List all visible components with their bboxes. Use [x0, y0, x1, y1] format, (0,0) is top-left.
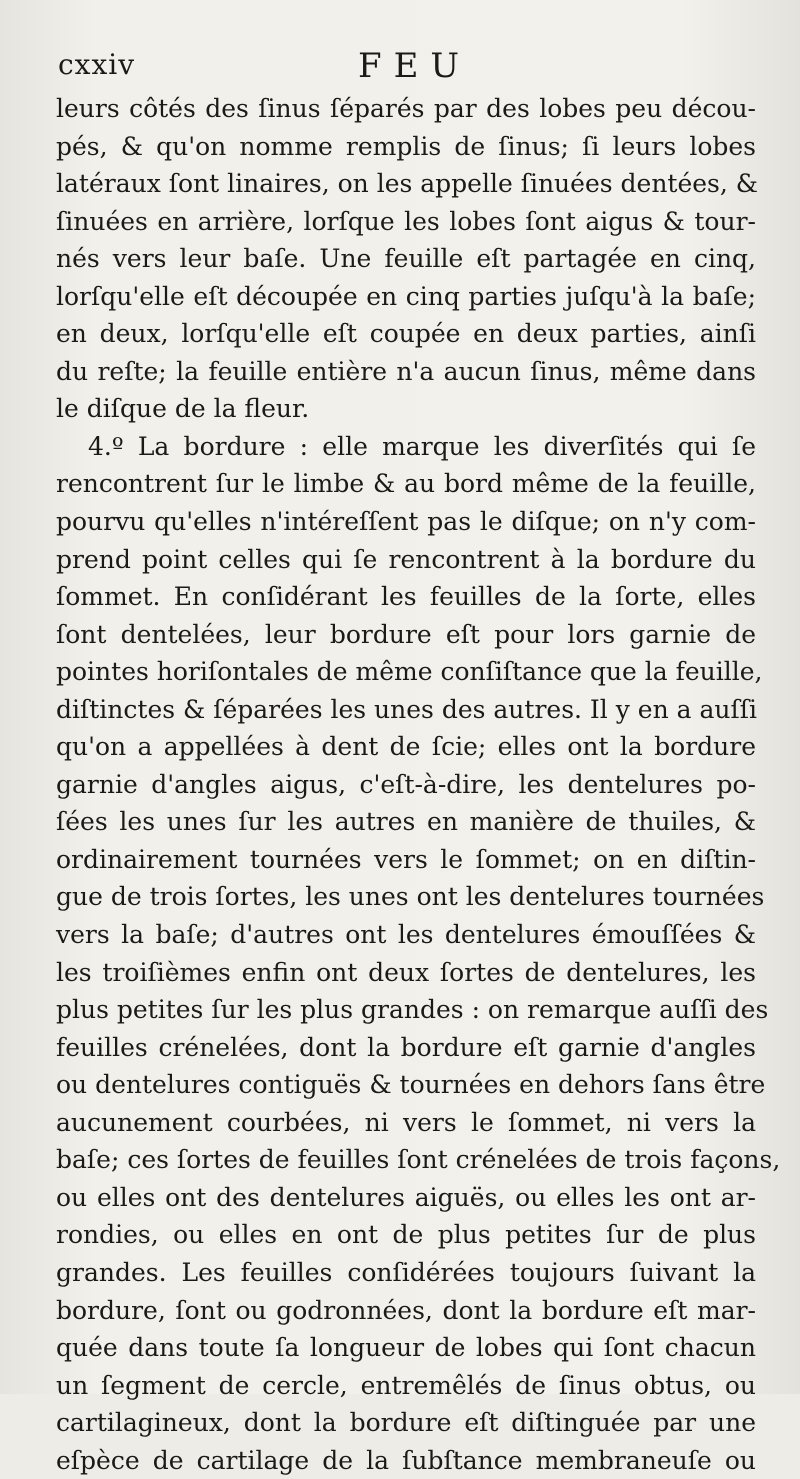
text-line: le diſque de la fleur. — [56, 394, 310, 424]
text-line: ou elles ont des dentelures aiguës, ou elles les ont ar- — [56, 1182, 756, 1212]
text-line: rencontrent ſur le limbe & au bord même de la feuille, — [56, 469, 756, 499]
text-line: eſpèce de cartilage de la ſubſtance membraneuſe ou — [56, 1445, 756, 1475]
text-line: nés vers leur baſe. Une feuille eſt partagée en cinq, — [56, 244, 756, 274]
text-line: lorſqu'elle eſt découpée en cinq parties juſqu'à la baſe; — [56, 281, 756, 311]
text-line: pointes horiſontales de même conſiſtance que la feuille, — [56, 657, 763, 687]
page-header — [58, 46, 760, 92]
text-line: latéraux ſont linaires, on les appelle ſinuées dentées, & — [56, 169, 759, 199]
text-line: grandes. Les feuilles conſidérées toujours ſuivant la — [56, 1257, 756, 1287]
text-line: baſe; ces ſortes de feuilles ſont crénelées de trois façons, — [56, 1145, 781, 1175]
text-line: ſont dentelées, leur bordure eſt pour lors garnie de — [56, 619, 756, 649]
text-line: aucunement courbées, ni vers le ſommet, ni vers la — [56, 1107, 756, 1137]
body-text — [56, 90, 781, 1479]
text-line: ſées les unes ſur les autres en manière de thuiles, & — [56, 807, 756, 837]
text-line: gue de trois ſortes, les unes ont les dentelures tournées — [56, 882, 765, 912]
text-line: rondies, ou elles en ont de plus petites ſur de plus — [56, 1220, 756, 1250]
text-line: ſinuées en arrière, lorſque les lobes ſont aigus & tour- — [56, 206, 756, 236]
text-line: 4.º La bordure : elle marque les diverſités qui ſe — [88, 431, 756, 461]
text-line: vers la baſe; d'autres ont les dentelures émouſſées & — [56, 920, 756, 950]
text-line: leurs côtés des ſinus ſéparés par des lobes peu décou- — [56, 94, 756, 123]
text-line: plus petites ſur les plus grandes : on remarque auſſi des — [56, 995, 769, 1025]
text-line: bordure, ſont ou godronnées, dont la bordure eſt mar- — [56, 1295, 756, 1325]
text-line: un ſegment de cercle, entremêlés de ſinus obtus, ou — [56, 1370, 756, 1400]
text-line: les troiſièmes enfin ont deux ſortes de dentelures, les — [56, 957, 756, 987]
text-line: quée dans toute ſa longueur de lobes qui ſont chacun — [56, 1333, 756, 1363]
text-line: prend point celles qui ſe rencontrent à la bordure du — [56, 544, 756, 574]
text-line: diſtinctes & ſéparées les unes des autres. Il y en a auſſi — [56, 694, 758, 724]
text-line: pés, & qu'on nomme remplis de ſinus; ſi leurs lobes — [56, 131, 756, 161]
text-line: ordinairement tournées vers le ſommet; on en diſtin- — [56, 844, 756, 874]
running-title: FEU — [358, 46, 472, 86]
text-line: en deux, lorſqu'elle eſt coupée en deux parties, ainſi — [56, 319, 756, 349]
text-line: du reſte; la feuille entière n'a aucun ſinus, même dans — [56, 356, 756, 386]
text-line: ou dentelures contiguës & tournées en dehors ſans être — [56, 1070, 766, 1100]
text-line: feuilles crénelées, dont la bordure eſt garnie d'angles — [56, 1032, 756, 1062]
text-line: ſommet. En conſidérant les feuilles de la ſorte, elles — [56, 582, 756, 612]
text-line: pourvu qu'elles n'intéreſſent pas le diſque; on n'y com- — [56, 507, 756, 537]
page-number: cxxiv — [58, 48, 136, 81]
text-line: cartilagineux, dont la bordure eſt diſtinguée par une — [56, 1408, 756, 1438]
text-line: garnie d'angles aigus, c'eſt-à-dire, les dentelures po- — [56, 769, 756, 799]
text-line: qu'on a appellées à dent de ſcie; elles ont la bordure — [56, 732, 756, 762]
